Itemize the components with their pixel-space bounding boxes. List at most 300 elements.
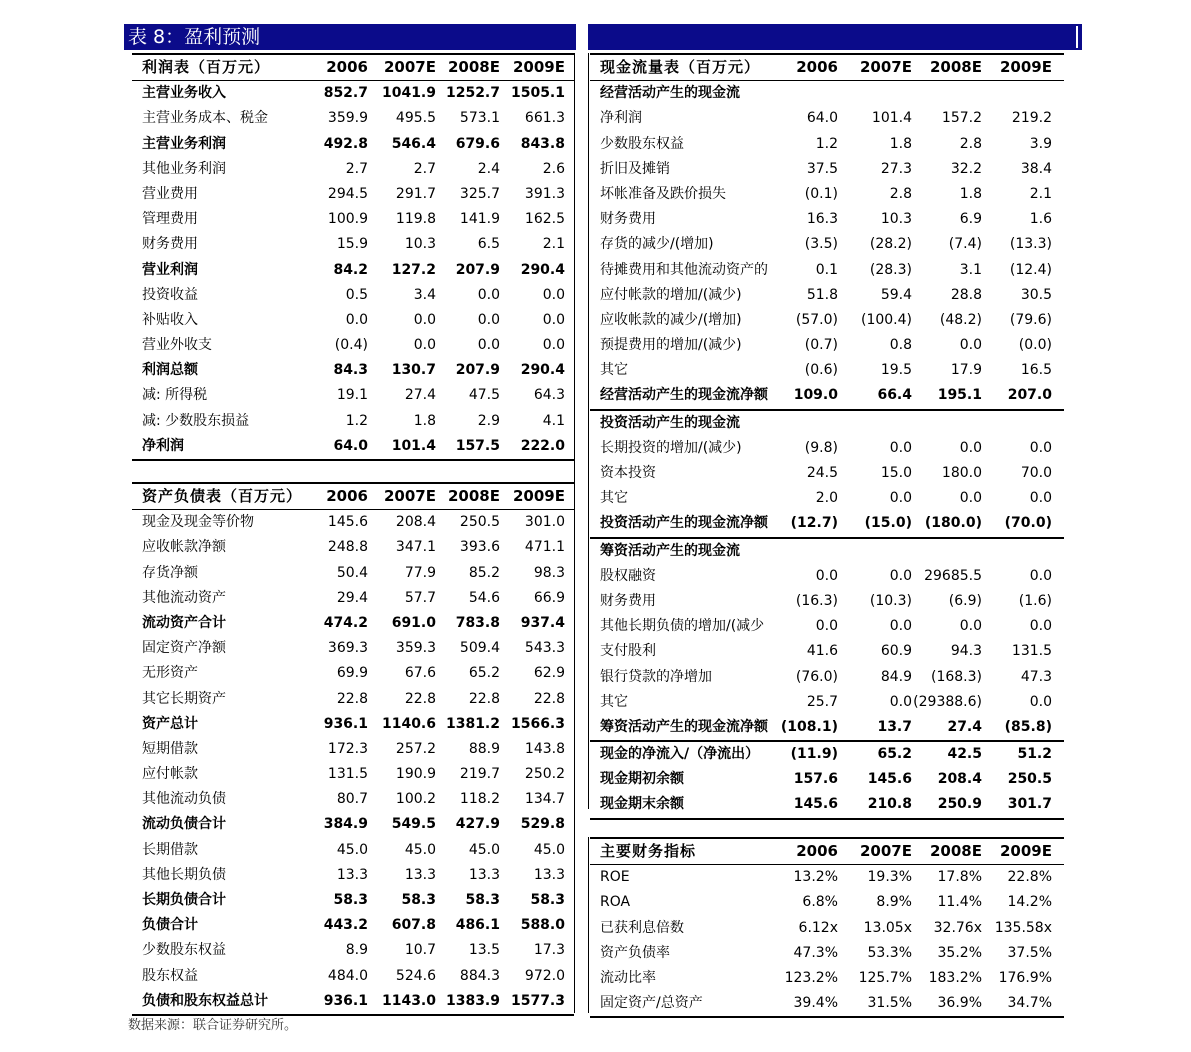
row-value: 176.9% — [998, 969, 1052, 986]
row-label: 净利润 — [142, 437, 184, 454]
row-value: 131.5 — [327, 766, 368, 783]
row-value: 222.0 — [520, 437, 565, 454]
row-value: (12.7) — [790, 515, 838, 532]
ratios-header-year: 2008E — [930, 842, 982, 860]
row-value: 32.2 — [950, 160, 982, 177]
row-value: 13.3 — [468, 866, 500, 883]
income-header-year: 2009E — [513, 58, 565, 76]
row-value: 2.1 — [542, 236, 565, 253]
row-value: 661.3 — [524, 110, 565, 127]
row-label: 现金期末余额 — [600, 796, 684, 813]
row-value: 495.5 — [395, 110, 436, 127]
row-value: 36.9% — [937, 995, 982, 1012]
cashflow-header-year: 2007E — [860, 58, 912, 76]
row-value: 141.9 — [459, 211, 500, 228]
row-value: 0.0 — [959, 439, 982, 456]
table-row — [132, 510, 574, 535]
row-value: 65.2 — [468, 665, 500, 682]
table-row — [132, 409, 574, 434]
row-label: 其他长期负债的增加/(减少 — [600, 618, 765, 635]
row-value: 0.0 — [413, 337, 436, 354]
row-value: 145.6 — [793, 796, 838, 813]
table-row — [132, 283, 574, 308]
income-header-label: 利润表（百万元） — [142, 58, 271, 76]
row-label: 其他业务利润 — [142, 160, 226, 177]
row-value: (0.6) — [804, 362, 838, 379]
cash-flow-table — [590, 53, 1064, 820]
table-row — [590, 232, 1064, 257]
cashflow-header-label: 现金流量表（百万元） — [600, 58, 761, 76]
row-value: 15.0 — [880, 465, 912, 481]
row-value: 1381.2 — [445, 715, 500, 732]
row-value: 47.3 — [1020, 668, 1052, 685]
row-value: 84.3 — [333, 362, 368, 379]
row-value: 30.5 — [1020, 286, 1052, 303]
row-value: 207.9 — [455, 362, 500, 379]
row-label: 利润总额 — [142, 362, 198, 379]
row-label: 筹资活动产生的现金流 — [600, 542, 740, 559]
row-value: 57.7 — [404, 589, 436, 606]
row-value: 1.2 — [815, 135, 838, 152]
table-row — [132, 586, 574, 611]
balance-header-label: 资产负债表（百万元） — [142, 487, 303, 505]
row-label: 投资收益 — [142, 286, 198, 303]
row-label: 经营活动产生的现金流 — [600, 85, 740, 102]
row-value: 13.7 — [877, 718, 912, 735]
row-value: 1505.1 — [510, 85, 565, 102]
table-row — [132, 989, 574, 1016]
table-row — [590, 157, 1064, 182]
row-value: 0.0 — [959, 337, 982, 354]
row-value: 2.6 — [542, 160, 565, 177]
table-row — [590, 865, 1064, 890]
row-value: 37.5 — [806, 160, 838, 177]
row-value: 0.0 — [542, 337, 565, 354]
row-value: 58.3 — [401, 892, 436, 908]
row-value: 17.9 — [950, 362, 982, 379]
row-label: 少数股东权益 — [600, 135, 684, 152]
row-value: 17.3 — [533, 942, 565, 959]
row-label: 资本投资 — [600, 465, 656, 481]
row-value: 290.4 — [520, 362, 565, 379]
row-label: 存货的减少/(增加) — [600, 236, 714, 253]
row-value: (108.1) — [780, 718, 838, 735]
row-value: 24.5 — [806, 465, 838, 481]
row-label: 待摊费用和其他流动资产的 — [600, 261, 768, 278]
row-label: 财务费用 — [600, 211, 656, 228]
row-value: (48.2) — [939, 311, 982, 328]
row-value: 0.8 — [889, 337, 912, 354]
ratios-left-border — [588, 837, 589, 1013]
row-label: 主营业务成本、税金 — [142, 110, 268, 127]
row-value: 0.0 — [477, 286, 500, 303]
row-value: 1.8 — [959, 185, 982, 202]
row-value: 691.0 — [391, 614, 436, 631]
table-row — [132, 737, 574, 762]
row-value: 2.8 — [959, 135, 982, 152]
row-value: 3.4 — [413, 286, 436, 303]
table-row — [590, 333, 1064, 358]
row-value: 45.0 — [404, 841, 436, 858]
table-row — [132, 661, 574, 686]
table-row — [590, 486, 1064, 511]
row-value: 130.7 — [391, 362, 436, 379]
table-row — [132, 333, 574, 358]
row-label: 筹资活动产生的现金流净额 — [600, 718, 768, 735]
row-label: 其它 — [600, 693, 628, 710]
row-label: 投资活动产生的现金流净额 — [600, 515, 768, 532]
table-row — [132, 182, 574, 207]
row-value: 134.7 — [524, 791, 565, 808]
row-value: 27.4 — [404, 387, 436, 404]
table-row — [132, 232, 574, 257]
row-value: (0.1) — [804, 185, 838, 202]
row-value: 183.2% — [928, 969, 982, 986]
row-value: 0.0 — [815, 567, 838, 584]
table-row — [590, 564, 1064, 589]
row-value: (9.8) — [804, 439, 838, 456]
row-value: (100.4) — [860, 311, 912, 328]
row-label: 资产总计 — [142, 715, 198, 732]
row-value: 573.1 — [459, 110, 500, 127]
table-row — [132, 535, 574, 560]
row-value: 0.0 — [959, 618, 982, 635]
row-label: 补贴收入 — [142, 311, 198, 328]
row-value: 1.6 — [1029, 211, 1052, 228]
table-row — [590, 207, 1064, 232]
row-value: (12.4) — [1009, 261, 1052, 278]
row-value: 0.0 — [477, 311, 500, 328]
row-value: 47.3% — [793, 944, 838, 961]
row-label: 其他流动资产 — [142, 589, 226, 606]
table-row — [132, 913, 574, 938]
row-value: 0.0 — [477, 337, 500, 354]
row-value: 3.1 — [959, 261, 982, 278]
row-value: 84.2 — [333, 261, 368, 278]
row-value: 524.6 — [395, 967, 436, 984]
table-title-bar — [124, 24, 1082, 50]
row-value: 101.4 — [871, 110, 912, 127]
table-row — [590, 589, 1064, 614]
row-value: 208.4 — [937, 771, 982, 788]
table-row — [590, 614, 1064, 639]
row-value: 65.2 — [877, 746, 912, 763]
table-row — [590, 690, 1064, 715]
row-value: 486.1 — [455, 917, 500, 934]
row-value: 301.7 — [1007, 796, 1052, 813]
row-value: 51.2 — [1017, 746, 1052, 763]
row-value: 2.7 — [345, 160, 368, 177]
table-row — [590, 991, 1064, 1018]
table-row — [132, 258, 574, 283]
row-label: 应付帐款的增加/(减少) — [600, 286, 742, 303]
row-label: 资产负债率 — [600, 944, 670, 961]
row-value: 172.3 — [327, 740, 368, 757]
row-label: 少数股东权益 — [142, 942, 226, 959]
row-value: 53.3% — [867, 944, 912, 961]
row-value: 1.8 — [889, 135, 912, 152]
row-label: 流动比率 — [600, 969, 656, 986]
ratios-header-label: 主要财务指标 — [600, 842, 697, 860]
row-value: 195.1 — [937, 387, 982, 404]
row-value: 22.8% — [1007, 869, 1052, 886]
row-value: 35.2% — [937, 944, 982, 961]
row-value: 543.3 — [524, 640, 565, 657]
row-value: 0.0 — [959, 490, 982, 507]
balance-header-year: 2006 — [326, 487, 368, 505]
row-value: 2.1 — [1029, 185, 1052, 202]
row-value: 88.9 — [468, 740, 500, 757]
row-value: 1041.9 — [381, 85, 436, 102]
row-value: 0.1 — [815, 261, 838, 278]
row-value: 852.7 — [323, 85, 368, 102]
row-value: 0.0 — [889, 618, 912, 635]
row-value: 391.3 — [524, 185, 565, 202]
row-value: 100.2 — [395, 791, 436, 808]
table-row — [132, 812, 574, 837]
row-value: 25.7 — [806, 693, 838, 710]
row-value: 64.0 — [333, 437, 368, 454]
row-value: 157.5 — [455, 437, 500, 454]
row-label: 股东权益 — [142, 967, 198, 984]
row-value: 471.1 — [524, 539, 565, 556]
table-row — [132, 561, 574, 586]
row-label: 营业费用 — [142, 185, 198, 202]
row-value: 607.8 — [391, 917, 436, 934]
ratios-header-row — [590, 837, 1064, 865]
row-value: 67.6 — [404, 665, 436, 682]
row-label: 营业利润 — [142, 261, 198, 278]
ratios-header-year: 2007E — [860, 842, 912, 860]
row-value: 28.8 — [950, 286, 982, 303]
row-value: 13.3 — [404, 866, 436, 883]
row-label: 流动资产合计 — [142, 614, 226, 631]
balance-header-year: 2009E — [513, 487, 565, 505]
table-row — [132, 712, 574, 737]
table-row — [590, 106, 1064, 131]
row-value: 936.1 — [323, 715, 368, 732]
row-value: 294.5 — [327, 185, 368, 202]
table-row — [132, 308, 574, 333]
row-value: 34.7% — [1007, 995, 1052, 1012]
row-value: 119.8 — [395, 211, 436, 228]
row-label: 财务费用 — [142, 236, 198, 253]
row-value: 0.0 — [815, 618, 838, 635]
row-value: 80.7 — [336, 791, 368, 808]
row-value: (0.4) — [334, 337, 368, 354]
row-label: 主营业务收入 — [142, 85, 226, 102]
row-value: (6.9) — [948, 592, 982, 609]
row-value: 45.0 — [468, 841, 500, 858]
row-value: 588.0 — [520, 917, 565, 934]
cashflow-header-year: 2008E — [930, 58, 982, 76]
row-value: 145.6 — [867, 771, 912, 788]
table-row — [590, 182, 1064, 207]
row-value: 219.7 — [459, 766, 500, 783]
table-row — [590, 283, 1064, 308]
row-value: 207.9 — [455, 261, 500, 278]
row-value: 443.2 — [323, 917, 368, 934]
row-value: 1143.0 — [381, 992, 436, 1009]
row-value: 843.8 — [520, 135, 565, 152]
row-value: (70.0) — [1004, 515, 1052, 532]
row-value: 0.0 — [1029, 490, 1052, 507]
row-value: (13.3) — [1009, 236, 1052, 253]
table-row — [132, 762, 574, 787]
row-value: 162.5 — [524, 211, 565, 228]
row-value: 884.3 — [459, 967, 500, 984]
row-value: 1.8 — [413, 412, 436, 429]
cashflow-header-year: 2009E — [1000, 58, 1052, 76]
row-value: 509.4 — [459, 640, 500, 657]
row-value: 474.2 — [323, 614, 368, 631]
row-label: 固定资产/总资产 — [600, 995, 703, 1012]
row-value: 37.5% — [1007, 944, 1052, 961]
row-label: 无形资产 — [142, 665, 198, 682]
row-value: (3.5) — [804, 236, 838, 253]
row-label: 投资活动产生的现金流 — [600, 414, 740, 431]
table-row — [132, 207, 574, 232]
ratios-header-year: 2006 — [796, 842, 838, 860]
table-row — [132, 358, 574, 383]
row-value: (15.0) — [864, 515, 912, 532]
table-row — [590, 890, 1064, 915]
row-label: 管理费用 — [142, 211, 198, 228]
row-value: 359.9 — [327, 110, 368, 127]
financial-ratios-table — [590, 837, 1064, 1018]
row-label: 折旧及摊销 — [600, 160, 670, 177]
row-value: 1577.3 — [510, 992, 565, 1009]
row-label: 已获利息倍数 — [600, 919, 684, 936]
table-row — [590, 742, 1064, 767]
table-row — [590, 461, 1064, 486]
row-value: 127.2 — [391, 261, 436, 278]
row-value: (10.3) — [869, 592, 912, 609]
row-value: (16.3) — [795, 592, 838, 609]
row-value: 60.9 — [880, 643, 912, 660]
row-value: 250.5 — [459, 514, 500, 531]
row-value: 972.0 — [524, 967, 565, 984]
income-statement-table — [132, 53, 574, 461]
row-value: 15.9 — [336, 236, 368, 253]
row-value: (180.0) — [924, 515, 982, 532]
table-row — [132, 132, 574, 157]
row-label: 长期借款 — [142, 841, 198, 858]
row-value: 484.0 — [327, 967, 368, 984]
row-value: 257.2 — [395, 740, 436, 757]
row-value: 58.3 — [333, 892, 368, 908]
table-row — [590, 511, 1064, 538]
row-label: 应收帐款净额 — [142, 539, 226, 556]
row-value: (0.0) — [1018, 337, 1052, 354]
row-value: 2.9 — [477, 412, 500, 429]
row-label: 经营活动产生的现金流净额 — [600, 387, 768, 404]
row-label: 应付帐款 — [142, 766, 198, 783]
row-value: 69.9 — [336, 665, 368, 682]
row-value: 10.3 — [880, 211, 912, 228]
row-value: 8.9 — [345, 942, 368, 959]
row-value: 2.4 — [477, 160, 500, 177]
row-value: 58.3 — [465, 892, 500, 908]
row-value: 219.2 — [1011, 110, 1052, 127]
row-value: 109.0 — [793, 387, 838, 404]
row-value: 0.0 — [542, 286, 565, 303]
row-value: 66.9 — [533, 589, 565, 606]
income-header-year: 2007E — [384, 58, 436, 76]
row-value: 13.5 — [468, 942, 500, 959]
row-label: 流动负债合计 — [142, 816, 226, 833]
row-value: 208.4 — [395, 514, 436, 531]
row-value: 118.2 — [459, 791, 500, 808]
row-value: (1.6) — [1018, 592, 1052, 609]
row-value: 369.3 — [327, 640, 368, 657]
table-row — [590, 966, 1064, 991]
row-value: 0.0 — [1029, 618, 1052, 635]
table-row — [132, 106, 574, 131]
row-value: 50.4 — [336, 564, 368, 581]
row-value: 16.3 — [806, 211, 838, 228]
row-value: 85.2 — [468, 564, 500, 581]
balance-sheet-table — [132, 482, 574, 1016]
row-value: 1140.6 — [381, 715, 436, 732]
row-value: 0.0 — [1029, 439, 1052, 456]
row-value: 47.5 — [468, 387, 500, 404]
row-value: 1252.7 — [445, 85, 500, 102]
row-value: 0.5 — [345, 286, 368, 303]
table-row — [132, 434, 574, 461]
row-value: 29685.5 — [924, 567, 982, 584]
row-value: 2.8 — [889, 185, 912, 202]
row-label: 支付股利 — [600, 643, 656, 660]
row-value: 190.9 — [395, 766, 436, 783]
row-value: 45.0 — [336, 841, 368, 858]
row-value: 180.0 — [941, 465, 982, 481]
row-value: 13.05x — [863, 919, 912, 936]
cashflow-left-border — [588, 53, 589, 809]
table-row — [590, 941, 1064, 966]
row-value: 291.7 — [395, 185, 436, 202]
row-value: 207.0 — [1007, 387, 1052, 404]
row-value: 1383.9 — [445, 992, 500, 1009]
row-value: 27.4 — [947, 718, 982, 735]
row-label: 现金期初余额 — [600, 771, 684, 788]
row-label: 短期借款 — [142, 740, 198, 757]
row-value: 250.2 — [524, 766, 565, 783]
row-value: 10.3 — [404, 236, 436, 253]
row-value: 17.8% — [937, 869, 982, 886]
row-value: 0.0 — [889, 439, 912, 456]
row-value: 0.0 — [345, 311, 368, 328]
row-value: 31.5% — [867, 995, 912, 1012]
row-value: 42.5 — [947, 746, 982, 763]
row-value: (79.6) — [1009, 311, 1052, 328]
row-value: 250.9 — [937, 796, 982, 813]
row-value: (57.0) — [795, 311, 838, 328]
row-value: 679.6 — [455, 135, 500, 152]
row-value: 64.0 — [806, 110, 838, 127]
row-label: 其它长期资产 — [142, 690, 226, 707]
row-value: 123.2% — [784, 969, 838, 986]
row-value: 936.1 — [323, 992, 368, 1009]
row-value: 19.1 — [336, 387, 368, 404]
row-value: 131.5 — [1011, 643, 1052, 660]
row-value: 84.9 — [880, 668, 912, 685]
table-row — [132, 787, 574, 812]
title-bar-gap — [576, 24, 588, 50]
table-row — [590, 436, 1064, 461]
row-value: 101.4 — [391, 437, 436, 454]
row-label: ROA — [600, 894, 631, 911]
